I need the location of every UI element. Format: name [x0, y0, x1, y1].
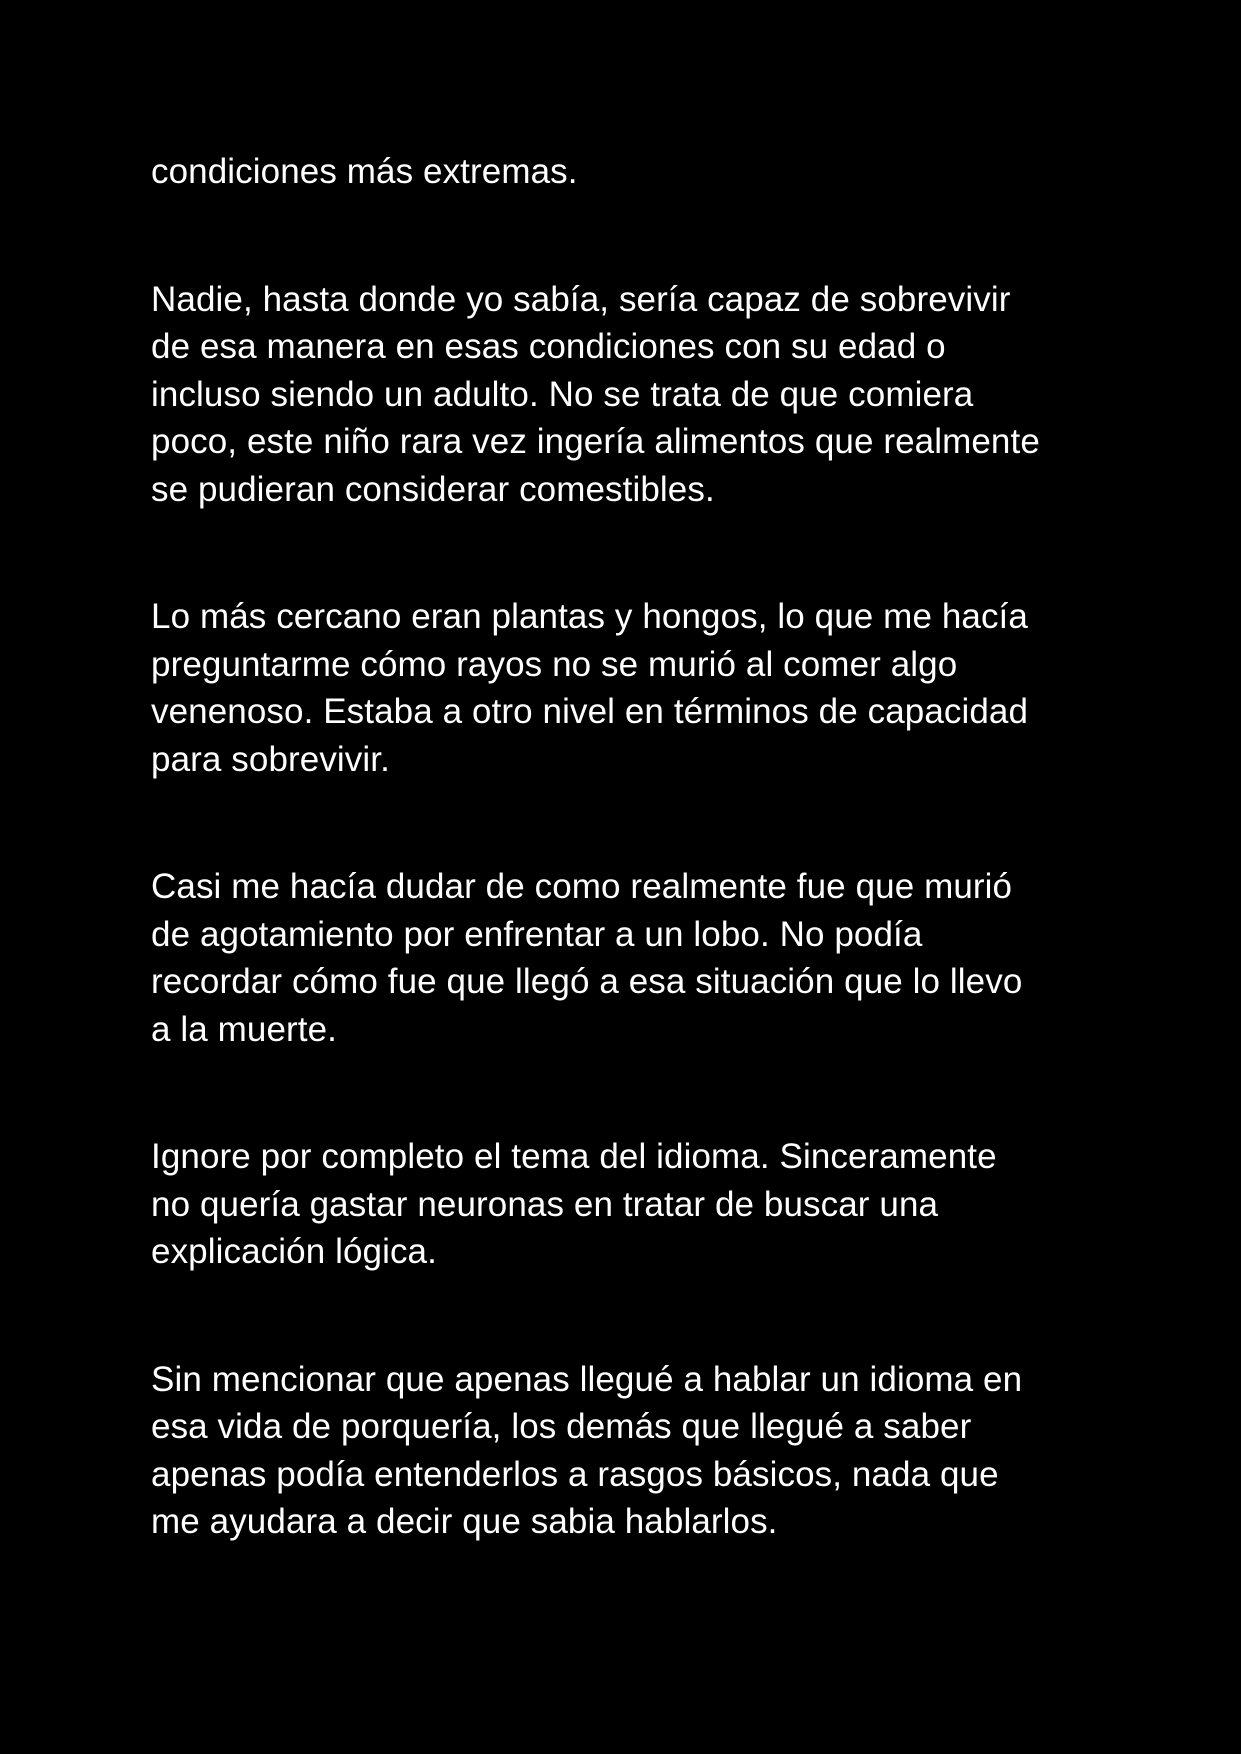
text-line: me ayudara a decir que sabia hablarlos. [151, 1502, 778, 1541]
text-line: de esa manera en esas condiciones con su edad o [151, 327, 946, 366]
text-line: condiciones más extremas. [151, 152, 578, 191]
text-line: preguntarme cómo rayos no se murió al comer algo [151, 644, 958, 684]
paragraph-1 [151, 148, 1101, 196]
text-line: no quería gastar neuronas en tratar de buscar una [151, 1184, 939, 1224]
text-line: explicación lógica. [151, 1232, 437, 1271]
text-line: esa vida de porquería, los demás que llegué a saber [151, 1407, 972, 1446]
text-line: Nadie, hasta donde yo sabía, sería capaz de sobrevivir [151, 279, 1011, 319]
paragraph-3 [151, 593, 1101, 783]
text-line: de agotamiento por enfrentar a un lobo. No podía [151, 914, 923, 954]
text-line: recordar cómo fue que llegó a esa situación que lo llevo [151, 962, 1023, 1001]
paragraph-2 [151, 276, 1101, 514]
text-line: a la muerte. [151, 1009, 338, 1049]
text-line: se pudieran considerar comestibles. [151, 469, 715, 509]
paragraph-4 [151, 863, 1101, 1053]
text-line: Sin mencionar que apenas llegué a hablar un idioma en [151, 1359, 1023, 1399]
paragraph-5 [151, 1133, 1101, 1276]
text-line: Casi me hacía dudar de como realmente fue que murió [151, 867, 1013, 906]
text-line: poco, este niño rara vez ingería alimentos que realmente [151, 422, 1040, 461]
text-line: Lo más cercano eran plantas y hongos, lo que me hacía [151, 597, 1028, 636]
text-line: apenas podía entenderlos a rasgos básicos, nada que [151, 1454, 999, 1494]
text-line: para sobrevivir. [151, 739, 390, 779]
text-line: venenoso. Estaba a otro nivel en términos de capacidad [151, 692, 1029, 731]
paragraph-6 [151, 1356, 1101, 1546]
document-body [151, 148, 1101, 1546]
text-line: incluso siendo un adulto. No se trata de que comiera [151, 374, 974, 414]
text-line: Ignore por completo el tema del idioma. Sinceramente [151, 1137, 997, 1176]
